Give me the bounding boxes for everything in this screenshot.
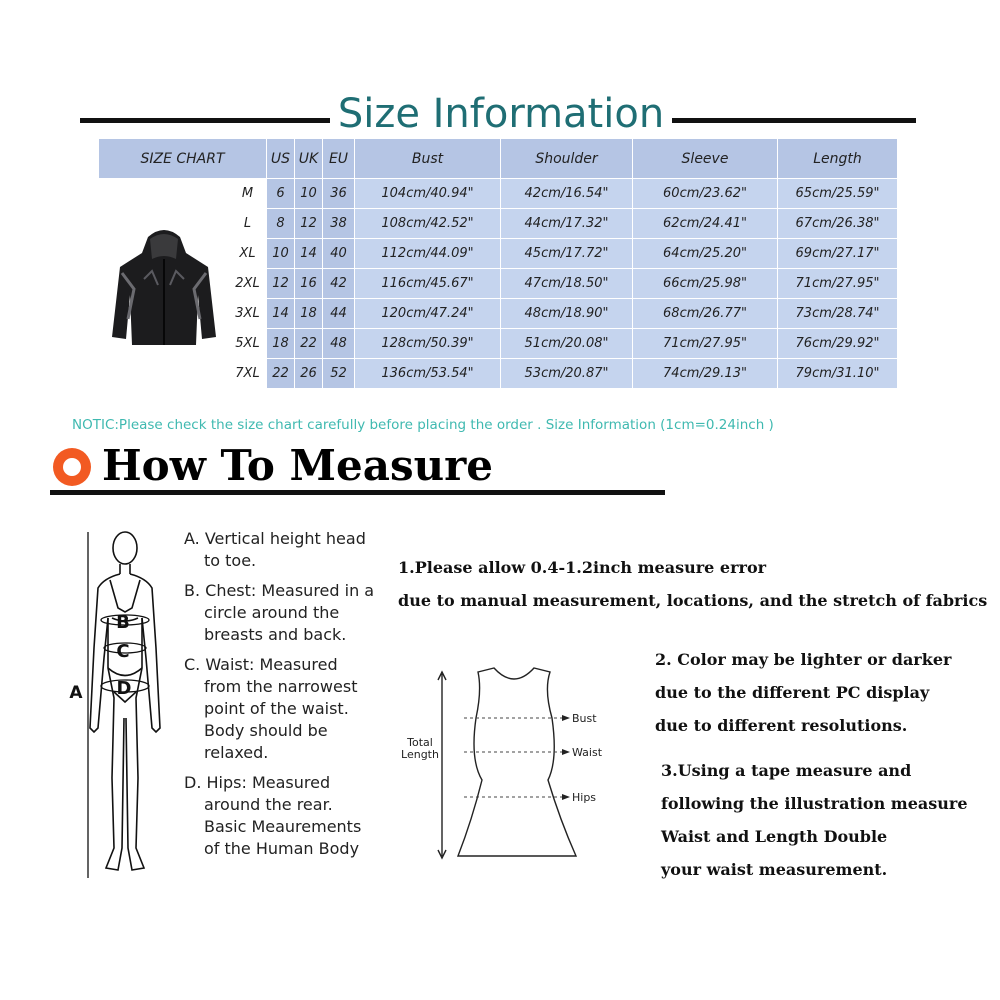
note-2-line3: due to different resolutions. xyxy=(655,716,908,735)
table-cell: 10 xyxy=(267,239,295,269)
table-cell: 22 xyxy=(295,329,323,359)
table-cell: 18 xyxy=(295,299,323,329)
table-cell: 76cm/29.92" xyxy=(778,329,898,359)
definition-a-line: to toe. xyxy=(204,551,257,570)
dress-label-bust: Bust xyxy=(572,712,597,725)
table-cell: 14 xyxy=(295,239,323,269)
note-3-line3: Waist and Length Double xyxy=(661,827,888,846)
note-1-line1: 1.Please allow 0.4-1.2inch measure error xyxy=(398,558,767,577)
table-cell: 16 xyxy=(295,269,323,299)
table-cell: 26 xyxy=(295,359,323,389)
table-cell: 42 xyxy=(323,269,355,299)
table-cell: 120cm/47.24" xyxy=(355,299,501,329)
jacket-product-image xyxy=(104,219,224,349)
header-shoulder: Shoulder xyxy=(501,139,633,179)
table-cell: 5XL xyxy=(229,329,267,359)
definition-d-line: of the Human Body xyxy=(204,839,360,858)
definition-c-line: relaxed. xyxy=(204,743,269,762)
header-sleeve: Sleeve xyxy=(633,139,778,179)
definition-b-line: B. Chest: Measured in a xyxy=(184,581,375,600)
definition-d xyxy=(184,772,384,860)
definition-d-line: D. Hips: Measured xyxy=(184,773,331,792)
table-cell: 68cm/26.77" xyxy=(633,299,778,329)
note-3-line1: 3.Using a tape measure and xyxy=(661,761,912,780)
notice-text: NOTIC:Please check the size chart carefully before placing the order . Size Information (1cm=0.24inch ) xyxy=(72,417,774,433)
header-eu: EU xyxy=(323,139,355,179)
measurement-definitions xyxy=(184,528,384,868)
table-cell: 116cm/45.67" xyxy=(355,269,501,299)
table-cell: 38 xyxy=(323,209,355,239)
body-label-d: D xyxy=(116,678,132,699)
table-cell: 71cm/27.95" xyxy=(778,269,898,299)
table-cell: 62cm/24.41" xyxy=(633,209,778,239)
note-3-line4: your waist measurement. xyxy=(661,860,888,879)
table-cell: 104cm/40.94" xyxy=(355,179,501,209)
table-cell: 60cm/23.62" xyxy=(633,179,778,209)
table-cell: 128cm/50.39" xyxy=(355,329,501,359)
definition-c-line: Body should be xyxy=(204,721,328,740)
table-cell: L xyxy=(229,209,267,239)
note-2-line2: due to the different PC display xyxy=(655,683,930,702)
circle-bullet-icon xyxy=(53,448,91,486)
table-cell: 3XL xyxy=(229,299,267,329)
table-cell: 45cm/17.72" xyxy=(501,239,633,269)
definition-a-line: A. Vertical height head xyxy=(184,529,366,548)
table-cell: 40 xyxy=(323,239,355,269)
table-cell: 42cm/16.54" xyxy=(501,179,633,209)
table-cell: 51cm/20.08" xyxy=(501,329,633,359)
table-cell: 71cm/27.95" xyxy=(633,329,778,359)
note-2-line1: 2. Color may be lighter or darker xyxy=(655,650,952,669)
title-divider-right xyxy=(672,118,916,123)
table-cell: 12 xyxy=(295,209,323,239)
human-body-icon xyxy=(68,518,178,898)
dress-label-length: Length xyxy=(401,748,439,761)
table-cell: 65cm/25.59" xyxy=(778,179,898,209)
table-cell: 22 xyxy=(267,359,295,389)
body-label-c: C xyxy=(116,641,130,662)
header-length: Length xyxy=(778,139,898,179)
note-1-line2: due to manual measurement, locations, and the stretch of fabrics xyxy=(398,591,988,610)
table-cell: 112cm/44.09" xyxy=(355,239,501,269)
dress-diagram-icon xyxy=(398,660,638,870)
size-information-title-row xyxy=(80,88,916,144)
how-to-measure-divider xyxy=(50,490,665,495)
definition-d-line: Basic Meaurements xyxy=(204,817,362,836)
table-cell: XL xyxy=(229,239,267,269)
table-cell: 10 xyxy=(295,179,323,209)
header-us: US xyxy=(267,139,295,179)
title-divider-left xyxy=(80,118,330,123)
table-cell: 6 xyxy=(267,179,295,209)
table-cell: M xyxy=(229,179,267,209)
definition-b xyxy=(184,580,384,646)
table-cell: 48 xyxy=(323,329,355,359)
header-bust: Bust xyxy=(355,139,501,179)
header-size-chart: SIZE CHART xyxy=(99,139,267,179)
table-cell: 69cm/27.17" xyxy=(778,239,898,269)
product-image-cell xyxy=(99,179,229,389)
table-row xyxy=(99,179,898,209)
table-cell: 44cm/17.32" xyxy=(501,209,633,239)
dress-label-waist: Waist xyxy=(572,746,603,759)
table-cell: 64cm/25.20" xyxy=(633,239,778,269)
table-cell: 79cm/31.10" xyxy=(778,359,898,389)
table-cell: 2XL xyxy=(229,269,267,299)
header-uk: UK xyxy=(295,139,323,179)
table-cell: 52 xyxy=(323,359,355,389)
dress-label-hips: Hips xyxy=(572,791,597,804)
table-cell: 14 xyxy=(267,299,295,329)
page-title: Size Information xyxy=(337,91,665,137)
table-cell: 7XL xyxy=(229,359,267,389)
table-cell: 47cm/18.50" xyxy=(501,269,633,299)
definition-c-line: C. Waist: Measured xyxy=(184,655,338,674)
table-cell: 12 xyxy=(267,269,295,299)
definition-b-line: breasts and back. xyxy=(204,625,347,644)
body-label-a: A xyxy=(69,683,83,703)
definition-a xyxy=(184,528,384,572)
dress-label-total: Total xyxy=(407,736,433,749)
table-cell: 53cm/20.87" xyxy=(501,359,633,389)
table-cell: 74cm/29.13" xyxy=(633,359,778,389)
definition-b-line: circle around the xyxy=(204,603,340,622)
table-cell: 108cm/42.52" xyxy=(355,209,501,239)
note-3-line2: following the illustration measure xyxy=(661,794,968,813)
definition-c-line: point of the waist. xyxy=(204,699,349,718)
table-cell: 67cm/26.38" xyxy=(778,209,898,239)
table-cell: 18 xyxy=(267,329,295,359)
table-cell: 48cm/18.90" xyxy=(501,299,633,329)
table-cell: 136cm/53.54" xyxy=(355,359,501,389)
table-cell: 44 xyxy=(323,299,355,329)
size-chart-table xyxy=(98,138,898,389)
table-cell: 73cm/28.74" xyxy=(778,299,898,329)
definition-c-line: from the narrowest xyxy=(204,677,358,696)
table-header-row xyxy=(99,139,898,179)
how-to-measure-title: How To Measure xyxy=(102,441,494,490)
body-label-b: B xyxy=(116,612,130,633)
definition-d-line: around the rear. xyxy=(204,795,333,814)
definition-c xyxy=(184,654,384,764)
table-cell: 8 xyxy=(267,209,295,239)
table-cell: 36 xyxy=(323,179,355,209)
table-cell: 66cm/25.98" xyxy=(633,269,778,299)
